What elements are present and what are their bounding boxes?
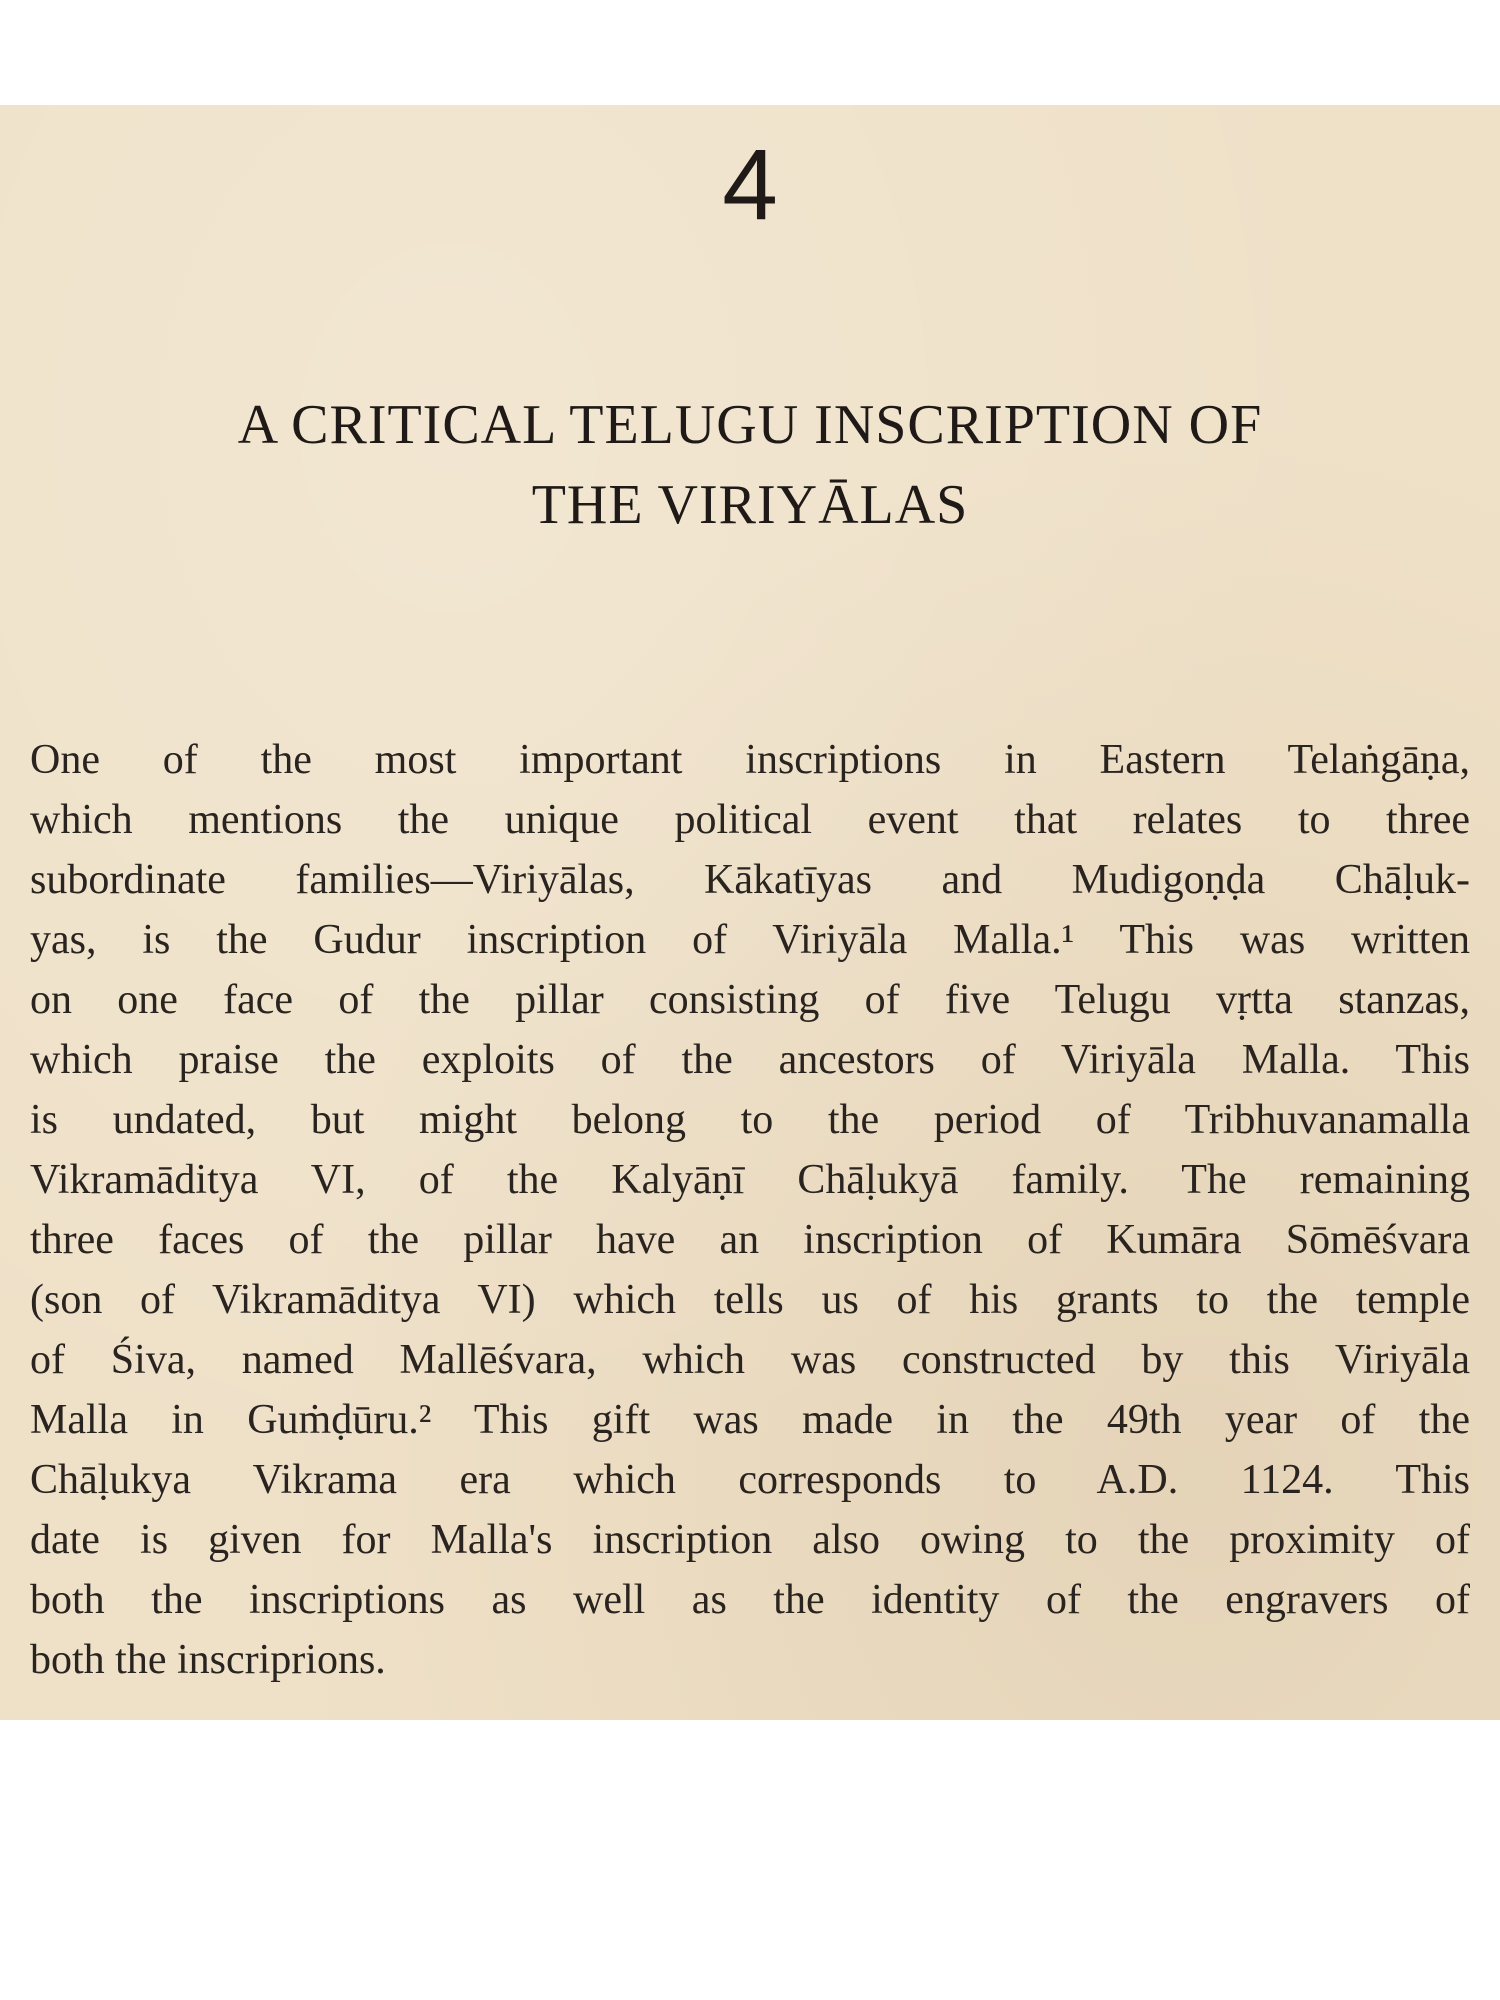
paragraph-line: date is given for Malla's inscription also owing to the proximity of	[30, 1517, 1470, 1563]
chapter-number: 4	[722, 129, 778, 241]
paragraph-line: yas, is the Gudur inscription of Viriyāla Malla.¹ This was written	[30, 917, 1470, 963]
body-paragraph	[30, 730, 1470, 1690]
chapter-title-line: THE VIRIYĀLAS	[531, 474, 969, 536]
paragraph-line: is undated, but might belong to the period of Tribhuvanamalla	[30, 1097, 1470, 1143]
paragraph-line: both the inscriptions as well as the identity of the engravers of	[30, 1577, 1470, 1623]
paragraph-line: which praise the exploits of the ancestors of Viriyāla Malla. This	[30, 1037, 1470, 1083]
paragraph-line: on one face of the pillar consisting of five Telugu vṛtta stanzas,	[30, 977, 1470, 1023]
paragraph-line: (son of Vikramāditya VI) which tells us of his grants to the temple	[30, 1277, 1470, 1323]
paragraph-line: Malla in Guṁḍūru.² This gift was made in the 49th year of the	[30, 1397, 1470, 1443]
scanned-book-page	[0, 105, 1500, 1720]
paragraph-line: three faces of the pillar have an inscription of Kumāra Sōmēśvara	[30, 1217, 1470, 1263]
chapter-title	[120, 385, 1380, 545]
paragraph-line: of Śiva, named Mallēśvara, which was constructed by this Viriyāla	[30, 1337, 1470, 1383]
chapter-title-line: A CRITICAL TELUGU INSCRIPTION OF	[237, 394, 1263, 456]
paragraph-line: Vikramāditya VI, of the Kalyāṇī Chāḷukyā family. The remaining	[30, 1157, 1470, 1203]
paragraph-line: both the inscriprions.	[30, 1637, 386, 1683]
paragraph-line: which mentions the unique political event that relates to three	[30, 797, 1470, 843]
paragraph-line: subordinate families—Viriyālas, Kākatīyas and Mudigoṇḍa Chāḷuk-	[30, 857, 1470, 903]
paragraph-line: Chāḷukya Vikrama era which corresponds to A.D. 1124. This	[30, 1457, 1470, 1503]
paragraph-line: One of the most important inscriptions in Eastern Telaṅgāṇa,	[30, 737, 1470, 783]
